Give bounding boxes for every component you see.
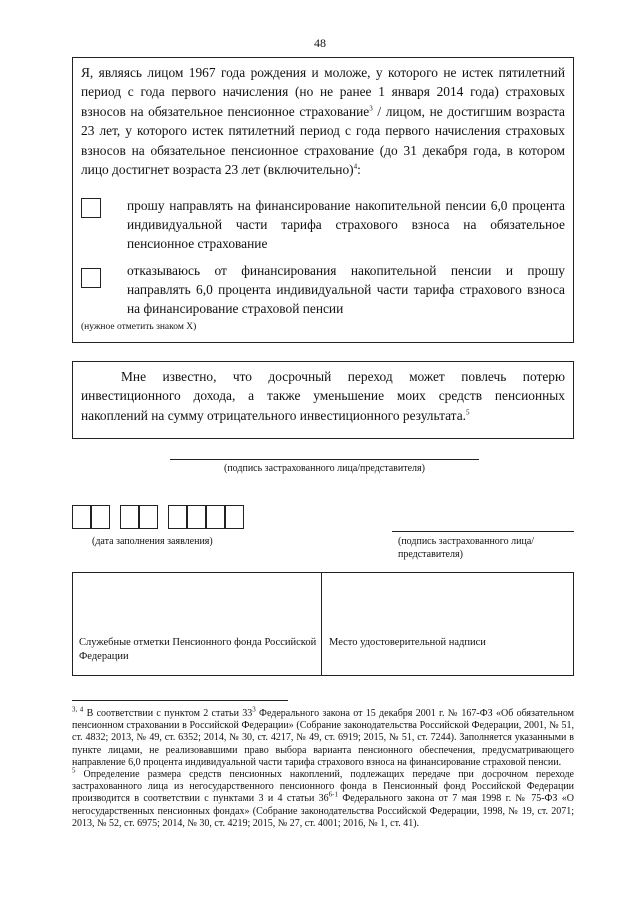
date-digit-box[interactable] — [225, 505, 244, 529]
footnote-text: Федерального закона от 7 мая 1998 г. № 75-ФЗ «О негосударственных пенсионных фондах» (Собрание законодательства Российской Федерации, 1998, № 19, ст. 2071; 2013, № 52, ст. 6975; 2014, № 30, ст. 4219; 2015, № 27, ст. 4001; 2016, № 1, ст. 41). — [72, 793, 575, 829]
footnote-text: Федерального закона от 15 декабря 2001 г. № 167-ФЗ «Об обязательном пенсионном страховании в Российской Федерации» (Собрание законодательства Российской Федерации, 2001, № 51, ст. 4832; 2013, № 49, ст. 6352; 2014, № 30, ст. 4217, № 49, ст. 6919; 2015, № 51, ст. 7244). Заполняется указанными в пункте лицами, не реализовавшими право выбора варианта пенсионного обеспечения, предусматривающего направление 6,0 процента индивидуальной части тарифа страхового взноса на финансирование страховой пенсии. — [72, 708, 575, 768]
date-digit-box[interactable] — [91, 505, 110, 529]
mark-instruction-note: (нужное отметить знаком X) — [81, 322, 197, 332]
footnote-mark-5: 5 — [72, 766, 76, 775]
column-divider — [321, 573, 322, 675]
footnote-ref-4: 4 — [353, 162, 358, 171]
signature-caption: (подпись застрахованного лица/представителя) — [224, 463, 425, 474]
footnote-ref-5: 5 — [466, 408, 470, 417]
statement-part-a: Я, являясь лицом 1967 года рождения и моложе, у которого не истек пятилетний период с года первого начисления (но не ранее 1 января 2014 года) страховых взносов на обязательное пенсионное страхование — [81, 65, 565, 119]
footnote-5 — [72, 766, 575, 830]
footnote-ref-3: 3 — [369, 104, 373, 113]
signature-line-2[interactable] — [392, 531, 574, 532]
certification-place-label: Место удостоверительной надписи — [329, 637, 486, 648]
date-digit-box[interactable] — [72, 505, 91, 529]
footnote-marks-3-4: 3, 4 — [72, 705, 84, 714]
option-funded-pension-checkbox[interactable] — [81, 198, 101, 218]
acknowledgement-body: Мне известно, что досрочный переход может повлечь потерю инвестиционного дохода, а также уменьшение моих средств пенсионных накоплений на сумму отрицательного инвестиционного результата. — [81, 369, 565, 423]
footnote-separator — [72, 700, 288, 701]
signature-line[interactable] — [170, 459, 479, 460]
official-marks-section — [72, 572, 574, 676]
statement-part-c: : — [357, 162, 361, 178]
pension-choice-section — [72, 57, 574, 343]
option-insurance-pension-label: отказываюсь от финансирования накопительной пенсии и прошу направлять 6,0 процента индивидуальной части тарифа страхового взноса на финансирование страховой пенсии — [127, 263, 565, 316]
date-digit-box[interactable] — [120, 505, 139, 529]
acknowledgement-section — [72, 361, 574, 439]
footnote-3-4 — [72, 705, 575, 769]
footnote-text: В соответствии с пунктом 2 статьи 33 — [83, 708, 253, 719]
page-number: 48 — [314, 36, 326, 50]
date-digit-box[interactable] — [168, 505, 187, 529]
date-caption: (дата заполнения заявления) — [92, 536, 213, 547]
footnote-sup: 6-1 — [328, 791, 339, 800]
option-funded-pension-label: прошу направлять на финансирование накопительной пенсии 6,0 процента индивидуальной части тарифа страхового взноса на обязательное пенсионное страхование — [127, 198, 565, 251]
statement-part-b: / лицом, не достигшим возраста 23 лет, у которого истек пятилетний период с года первого начисления страховых взносов на обязательное пенсионное страхование (до 31 декабря года, в котором лицо достигнет возраста 23 лет (включительно) — [81, 103, 565, 178]
footnote-text: Определение размера средств пенсионных накоплений, подлежащих передаче при досрочном переходе застрахованного лица из негосударственного пенсионного фонда в Пенсионный фонд Российской Федерации производится в соответствии с пунктами 3 и 4 статьи 36 — [72, 769, 574, 805]
footnote-sup: 3 — [252, 705, 256, 714]
applicant-statement — [81, 63, 565, 179]
acknowledgement-text — [81, 367, 565, 425]
date-digit-box[interactable] — [139, 505, 158, 529]
option-insurance-pension-checkbox[interactable] — [81, 268, 101, 288]
footnotes — [72, 705, 575, 830]
date-digit-box[interactable] — [187, 505, 206, 529]
pension-fund-marks-label: Служебные отметки Пенсионного фонда Российской Федерации — [79, 637, 317, 662]
date-digit-box[interactable] — [206, 505, 225, 529]
signature-caption-2: (подпись застрахованного лица/ представителя) — [398, 536, 535, 560]
